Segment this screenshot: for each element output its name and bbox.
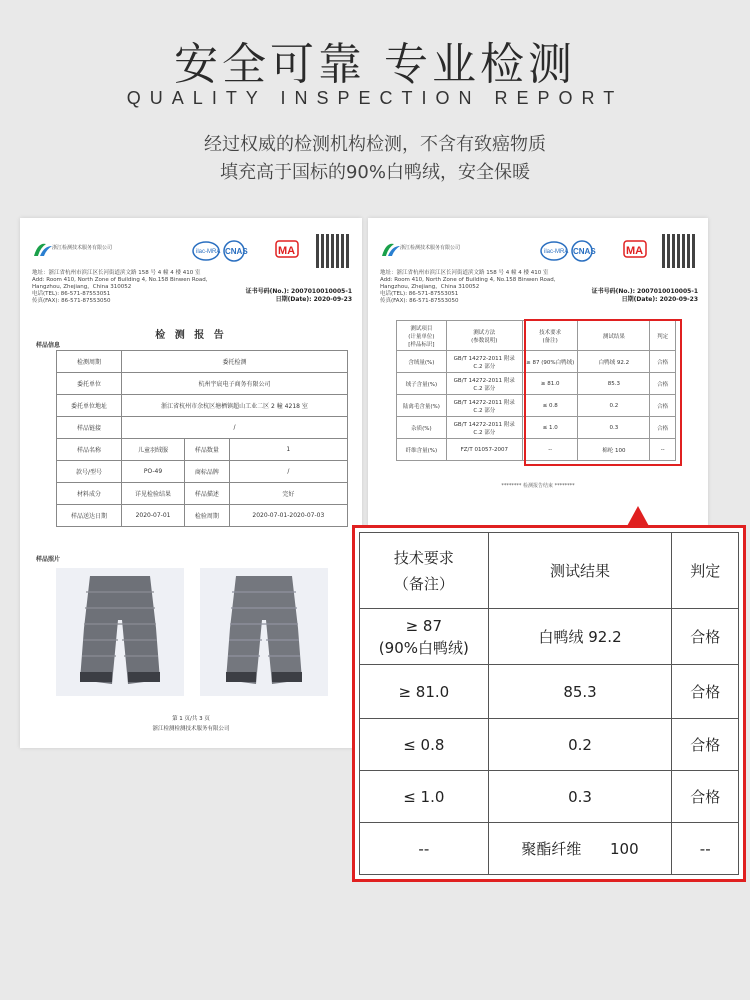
table-row: 委托单位地址 浙江省杭州市余杭区塘栖镇超山工业二区 2 幢 4218 室: [57, 395, 348, 417]
table-row: ≥ 87 (90%白鸭绒) 白鸭绒 92.2 合格: [360, 609, 739, 665]
svg-text:MA: MA: [278, 245, 296, 257]
certification-logos-icon: [192, 238, 302, 264]
qr-code-icon: [316, 234, 350, 268]
zoomed-results-table: [359, 532, 739, 875]
down-pants-icon: [200, 568, 328, 696]
page-subtitle: QUALITY INSPECTION REPORT: [126, 88, 624, 108]
svg-text:CNAS: CNAS: [573, 247, 596, 256]
table-row: 测试项目 (计量单位) [样品标识] 测试方法 (参数说明) 技术要求 (备注) 测试结果 判定: [397, 321, 676, 351]
table-row: ≥ 81.0 85.3 合格: [360, 665, 739, 719]
table-row: 样品链接 /: [57, 417, 348, 439]
header-requirement: 技术要求 （备注）: [360, 533, 489, 609]
report-header: [32, 226, 352, 306]
report-page-2: [368, 218, 708, 528]
report-title: 检 测 报 告: [155, 330, 227, 341]
qr-code-icon: [662, 234, 696, 268]
table-row: 杂质(%) GB/T 14272-2011 附录 C.2 部分 ≤ 1.0 0.3 合格: [397, 417, 676, 439]
certification-logos-icon: [540, 238, 650, 264]
section-sample-info: 样品信息: [36, 342, 61, 349]
highlight-box: [524, 319, 682, 466]
report-header: [380, 226, 698, 306]
page-footer: 第 1 页/共 3 页: [172, 716, 210, 722]
table-row: 样品送达日期 2020-07-01 检验周期 2020-07-01-2020-07-03: [57, 505, 348, 527]
certificate-info: 证书号码(No.): 2007010010005-1 日期(Date): 2020-09-23: [245, 288, 352, 303]
sample-photo-back: [200, 568, 328, 696]
svg-text:MA: MA: [626, 245, 644, 257]
description-line-2: 填充高于国标的90%白鸭绒，安全保暖: [219, 162, 530, 183]
section-sample-photo: 样品照片: [36, 556, 61, 563]
table-row: ≤ 1.0 0.3 合格: [360, 771, 739, 823]
table-row: 纤维含量(%) FZ/T 01057-2007 -- 棉纶 100 --: [397, 439, 676, 461]
table-row: ≤ 0.8 0.2 合格: [360, 719, 739, 771]
table-row: 委托单位 杭州宇宸电子商务有限公司: [57, 373, 348, 395]
table-row: 绒子含量(%) GB/T 14272-2011 附录 C.2 部分 ≥ 81.0 85.3 合格: [397, 373, 676, 395]
table-row: 检测周期 委托检测: [57, 351, 348, 373]
svg-text:CNAS: CNAS: [225, 247, 248, 256]
certificate-info: 证书号码(No.): 2007010010005-1 日期(Date): 2020-09-23: [591, 288, 698, 303]
table-row: 材料成分 详见检验结果 样品描述 完好: [57, 483, 348, 505]
lab-address: 地址：浙江省杭州市滨江区长河街道滨文路 158 号 4 幢 4 楼 410 室 Add: Room 410, North Zone of Building 4, No.158 Binwen Road, Hangzhou, Zhejiang，China 310052 电话(TEL): 86-571-87553051 传真(FAX): 86-571-87553050: [380, 270, 556, 304]
lab-logo-icon: [32, 240, 54, 258]
lab-address: 地址：浙江省杭州市滨江区长河街道滨文路 158 号 4 幢 4 楼 410 室 Add: Room 410, North Zone of Building 4, No.158 Binwen Road, Hangzhou, Zhejiang，China 310052 电话(TEL): 86-571-87553051 传真(FAX): 86-571-87553050: [32, 270, 208, 304]
down-pants-icon: [56, 568, 184, 696]
zoomed-results-panel: [352, 525, 746, 882]
table-row: 样品名称 儿童羽绒服 样品数量 1: [57, 439, 348, 461]
page-title: 安全可靠 专业检测: [174, 39, 576, 90]
table-row: -- 聚酯纤维 100 --: [360, 823, 739, 875]
header-verdict: 判定: [672, 533, 739, 609]
sample-photo-front: [56, 568, 184, 696]
header-result: 测试结果: [488, 533, 672, 609]
table-row: [360, 533, 739, 609]
report-page-1: [20, 218, 362, 748]
lab-name: 浙江检测技术服务有限公司: [52, 245, 113, 251]
lab-name: 浙江检测技术服务有限公司: [400, 245, 461, 251]
table-row: 含绒量(%) GB/T 14272-2011 附录 C.2 部分 ≥ 87 (90%白鸭绒) 白鸭绒 92.2 合格: [397, 351, 676, 373]
svg-text:ilac-MRA: ilac-MRA: [544, 249, 569, 255]
lab-logo-icon: [380, 240, 402, 258]
sample-info-table: [56, 350, 348, 527]
table-row: 款号/型号 PO-49 商标品牌 /: [57, 461, 348, 483]
svg-text:ilac-MRA: ilac-MRA: [196, 249, 221, 255]
report-end-note: ******** 检测报告结束 ********: [501, 483, 575, 489]
table-row: 陆禽毛含量(%) GB/T 14272-2011 附录 C.2 部分 ≤ 0.8 0.2 合格: [397, 395, 676, 417]
description-line-1: 经过权威的检测机构检测，不含有致癌物质: [204, 134, 546, 155]
company-footer: 浙江检测检测技术服务有限公司: [152, 726, 230, 732]
